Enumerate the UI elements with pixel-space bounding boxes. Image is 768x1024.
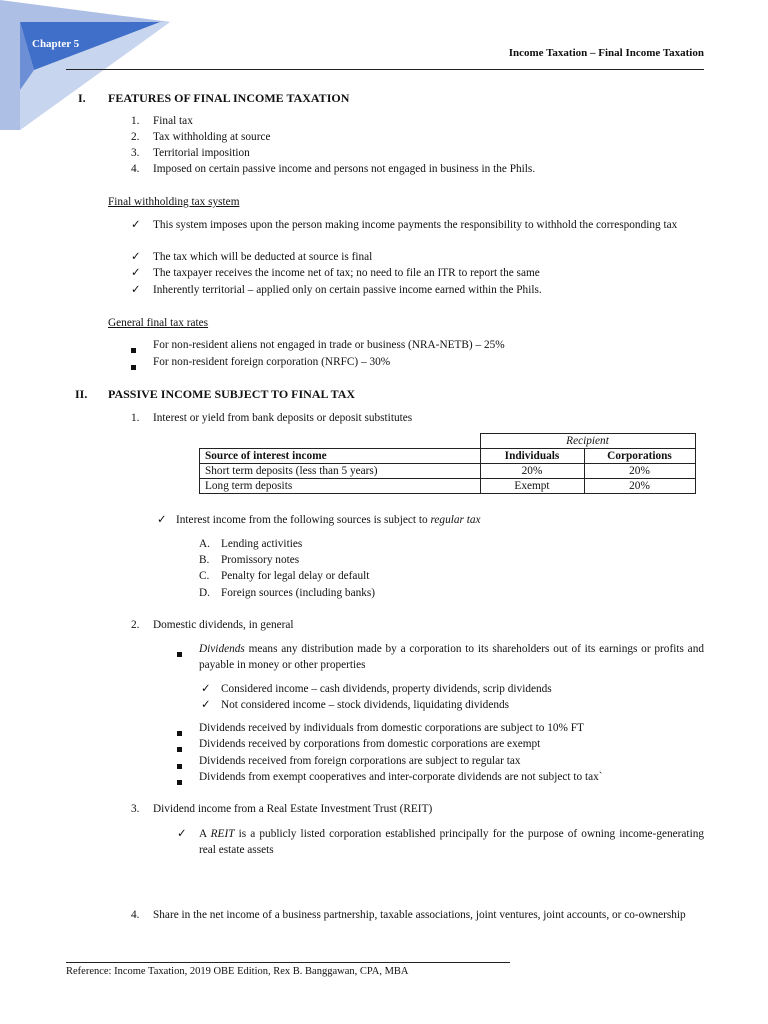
dividend-type: Not considered income – stock dividends, liquidating dividends <box>221 699 510 711</box>
interest-rate-table <box>199 433 696 494</box>
dividends-definition-text: means any distribution made by a corporation to its shareholders out of its earnings or profits and payable in money or other properties <box>199 643 704 672</box>
fwt-heading: Final withholding tax system <box>108 196 240 208</box>
feature-num: 1. <box>131 115 140 127</box>
feature-num: 3. <box>131 147 140 159</box>
table-header: Corporations <box>584 449 695 464</box>
regular-source: Promissory notes <box>221 554 300 566</box>
header-divider <box>66 69 704 70</box>
reit-definition <box>199 826 704 858</box>
dividend-rule: Dividends received by corporations from domestic corporations are exempt <box>199 738 541 750</box>
feature-item: Imposed on certain passive income and persons not engaged in business in the Phils. <box>153 163 536 175</box>
section-1-number: I. <box>78 91 86 105</box>
table-cell: 20% <box>584 479 695 494</box>
table-row <box>200 479 696 494</box>
item-2-text: Domestic dividends, in general <box>153 619 294 631</box>
table-cell: 20% <box>584 464 695 479</box>
feature-item: Territorial imposition <box>153 147 250 159</box>
dividend-rule: Dividends from exempt cooperatives and inter-corporate dividends are not subject to tax` <box>199 771 603 783</box>
footer-divider <box>66 962 510 963</box>
rate-item: For non-resident aliens not engaged in trade or business (NRA-NETB) – 25% <box>153 339 505 351</box>
feature-num: 4. <box>131 163 140 175</box>
section-2-number: II. <box>75 387 88 401</box>
item-number: 4. <box>131 909 140 921</box>
feature-num: 2. <box>131 131 140 143</box>
table-cell: Short term deposits (less than 5 years) <box>200 464 481 479</box>
source-letter: B. <box>199 554 210 566</box>
item-number: 2. <box>131 619 140 631</box>
item-4-text: Share in the net income of a business partnership, taxable associations, joint ventures, joint accounts, or co-ownership <box>153 909 686 921</box>
item-number: 1. <box>131 412 140 424</box>
regular-tax-emphasis: regular tax <box>430 514 481 526</box>
source-letter: C. <box>199 570 210 582</box>
fwt-point: The taxpayer receives the income net of tax; no need to file an ITR to report the same <box>153 267 540 279</box>
dividend-rule: Dividends received by individuals from domestic corporations are subject to 10% FT <box>199 722 584 734</box>
table-cell: Long term deposits <box>200 479 481 494</box>
fwt-point: This system imposes upon the person making income payments the responsibility to withhold the corresponding tax <box>153 219 678 231</box>
reit-pre: A <box>199 828 211 840</box>
check-icon <box>131 217 140 233</box>
table-row <box>200 464 696 479</box>
source-letter: D. <box>199 587 210 599</box>
reit-definition-text: is a publicly listed corporation established principally for the purpose of owning income-generating real estate assets <box>199 828 704 857</box>
regular-source: Foreign sources (including banks) <box>221 587 376 599</box>
fwt-point: Inherently territorial – applied only on certain passive income earned within the Phils. <box>153 284 542 296</box>
check-icon <box>157 512 166 528</box>
bullet-icon <box>177 646 182 662</box>
rates-heading: General final tax rates <box>108 317 209 329</box>
item-1-text: Interest or yield from bank deposits or deposit substitutes <box>153 412 413 424</box>
table-cell: 20% <box>480 464 584 479</box>
table-header-row <box>200 449 696 464</box>
bullet-icon <box>177 725 182 741</box>
feature-item: Tax withholding at source <box>153 131 271 143</box>
check-icon <box>131 249 140 265</box>
chapter-label: Chapter 5 <box>32 38 80 50</box>
regular-tax-note-text: Interest income from the following sources is subject to <box>176 514 431 526</box>
check-icon <box>131 282 140 298</box>
check-icon <box>201 681 210 697</box>
item-3-text: Dividend income from a Real Estate Investment Trust (REIT) <box>153 803 433 815</box>
item-number: 3. <box>131 803 140 815</box>
table-cell: Exempt <box>480 479 584 494</box>
bullet-icon <box>177 758 182 774</box>
chapter-corner-banner <box>0 0 170 130</box>
rate-item: For non-resident foreign corporation (NRFC) – 30% <box>153 356 391 368</box>
dividend-rule: Dividends received from foreign corporations are subject to regular tax <box>199 755 521 767</box>
bullet-icon <box>131 359 136 375</box>
check-icon <box>201 697 210 713</box>
bullet-icon <box>131 342 136 358</box>
bullet-icon <box>177 774 182 790</box>
dividends-definition <box>199 641 704 673</box>
regular-source: Penalty for legal delay or default <box>221 570 370 582</box>
fwt-point: The tax which will be deducted at source is final <box>153 251 373 263</box>
source-letter: A. <box>199 538 210 550</box>
check-icon <box>177 826 186 842</box>
table-header: Source of interest income <box>200 449 481 464</box>
regular-tax-note <box>176 512 481 528</box>
section-1-title: FEATURES OF FINAL INCOME TAXATION <box>108 91 350 105</box>
table-header: Individuals <box>480 449 584 464</box>
section-2-title: PASSIVE INCOME SUBJECT TO FINAL TAX <box>108 387 356 401</box>
header-title: Income Taxation – Final Income Taxation <box>508 47 704 59</box>
feature-item: Final tax <box>153 115 193 127</box>
recipient-header: Recipient <box>480 434 695 449</box>
bullet-icon <box>177 741 182 757</box>
footer-reference: Reference: Income Taxation, 2019 OBE Edition, Rex B. Banggawan, CPA, MBA <box>66 966 409 977</box>
dividends-term: Dividends <box>199 643 245 655</box>
check-icon <box>131 265 140 281</box>
regular-source: Lending activities <box>221 538 303 550</box>
reit-term: REIT <box>210 828 235 840</box>
dividend-type: Considered income – cash dividends, property dividends, scrip dividends <box>221 683 552 695</box>
